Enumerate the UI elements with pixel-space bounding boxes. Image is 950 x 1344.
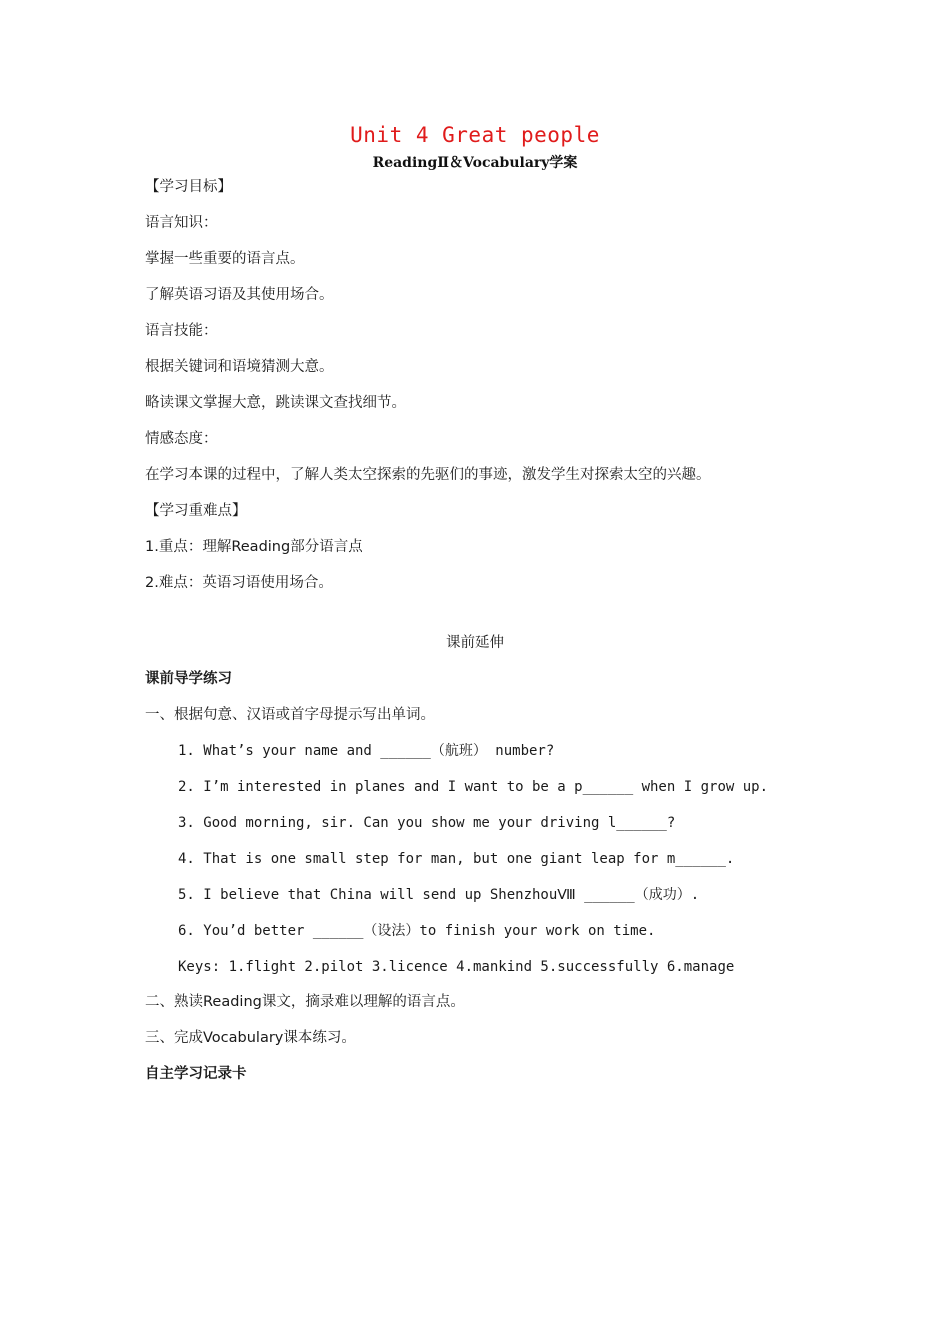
attitude-label: 情感态度： bbox=[145, 431, 218, 447]
lang-knowledge-label: 语言知识： bbox=[145, 215, 218, 231]
lang-skill-label: 语言技能： bbox=[145, 323, 218, 339]
exercise-item: 5. I believe that China will send up ShenzhouⅧ ______（成功）. bbox=[178, 887, 700, 903]
lang-knowledge-item: 了解英语习语及其使用场合。 bbox=[145, 287, 334, 303]
objectives-header: 【学习目标】 bbox=[145, 179, 232, 195]
exercise-item: 6. You’d better ______（设法）to finish your work on time. bbox=[178, 923, 656, 939]
lang-knowledge-item: 掌握一些重要的语言点。 bbox=[145, 251, 305, 267]
practice-header: 课前导学练习 bbox=[145, 671, 232, 687]
section-title: 课前延伸 bbox=[446, 635, 504, 651]
doc-title: Unit 4 Great people bbox=[350, 123, 600, 147]
task-instruction: 一、根据句意、汉语或首字母提示写出单词。 bbox=[145, 707, 435, 723]
lang-skill-item: 根据关键词和语境猜测大意。 bbox=[145, 359, 334, 375]
answer-keys: Keys: 1.flight 2.pilot 3.licence 4.mankind 5.successfully 6.manage bbox=[178, 959, 735, 975]
doc-subtitle: ReadingⅡ＆Vocabulary学案 bbox=[372, 155, 578, 171]
exercise-item: 1. What’s your name and ______（航班） number? bbox=[178, 743, 555, 759]
exercise-item: 2. I’m interested in planes and I want to be a p______ when I grow up. bbox=[178, 779, 769, 795]
attitude-item: 在学习本课的过程中，了解人类太空探索的先驱们的事迹，激发学生对探索太空的兴趣。 bbox=[145, 467, 711, 483]
exercise-item: 4. That is one small step for man, but one giant leap for m______. bbox=[178, 851, 735, 867]
task-instruction: 三、完成Vocabulary课本练习。 bbox=[145, 1030, 356, 1046]
key-points-header: 【学习重难点】 bbox=[145, 503, 247, 519]
key-point-item: 1.重点：理解Reading部分语言点 bbox=[145, 539, 363, 555]
task-instruction: 二、熟读Reading课文，摘录难以理解的语言点。 bbox=[145, 994, 465, 1010]
key-point-item: 2.难点：英语习语使用场合。 bbox=[145, 575, 333, 591]
lang-skill-item: 略读课文掌握大意，跳读课文查找细节。 bbox=[145, 395, 406, 411]
record-card-header: 自主学习记录卡 bbox=[145, 1066, 247, 1082]
exercise-item: 3. Good morning, sir. Can you show me your driving l______? bbox=[178, 815, 676, 831]
